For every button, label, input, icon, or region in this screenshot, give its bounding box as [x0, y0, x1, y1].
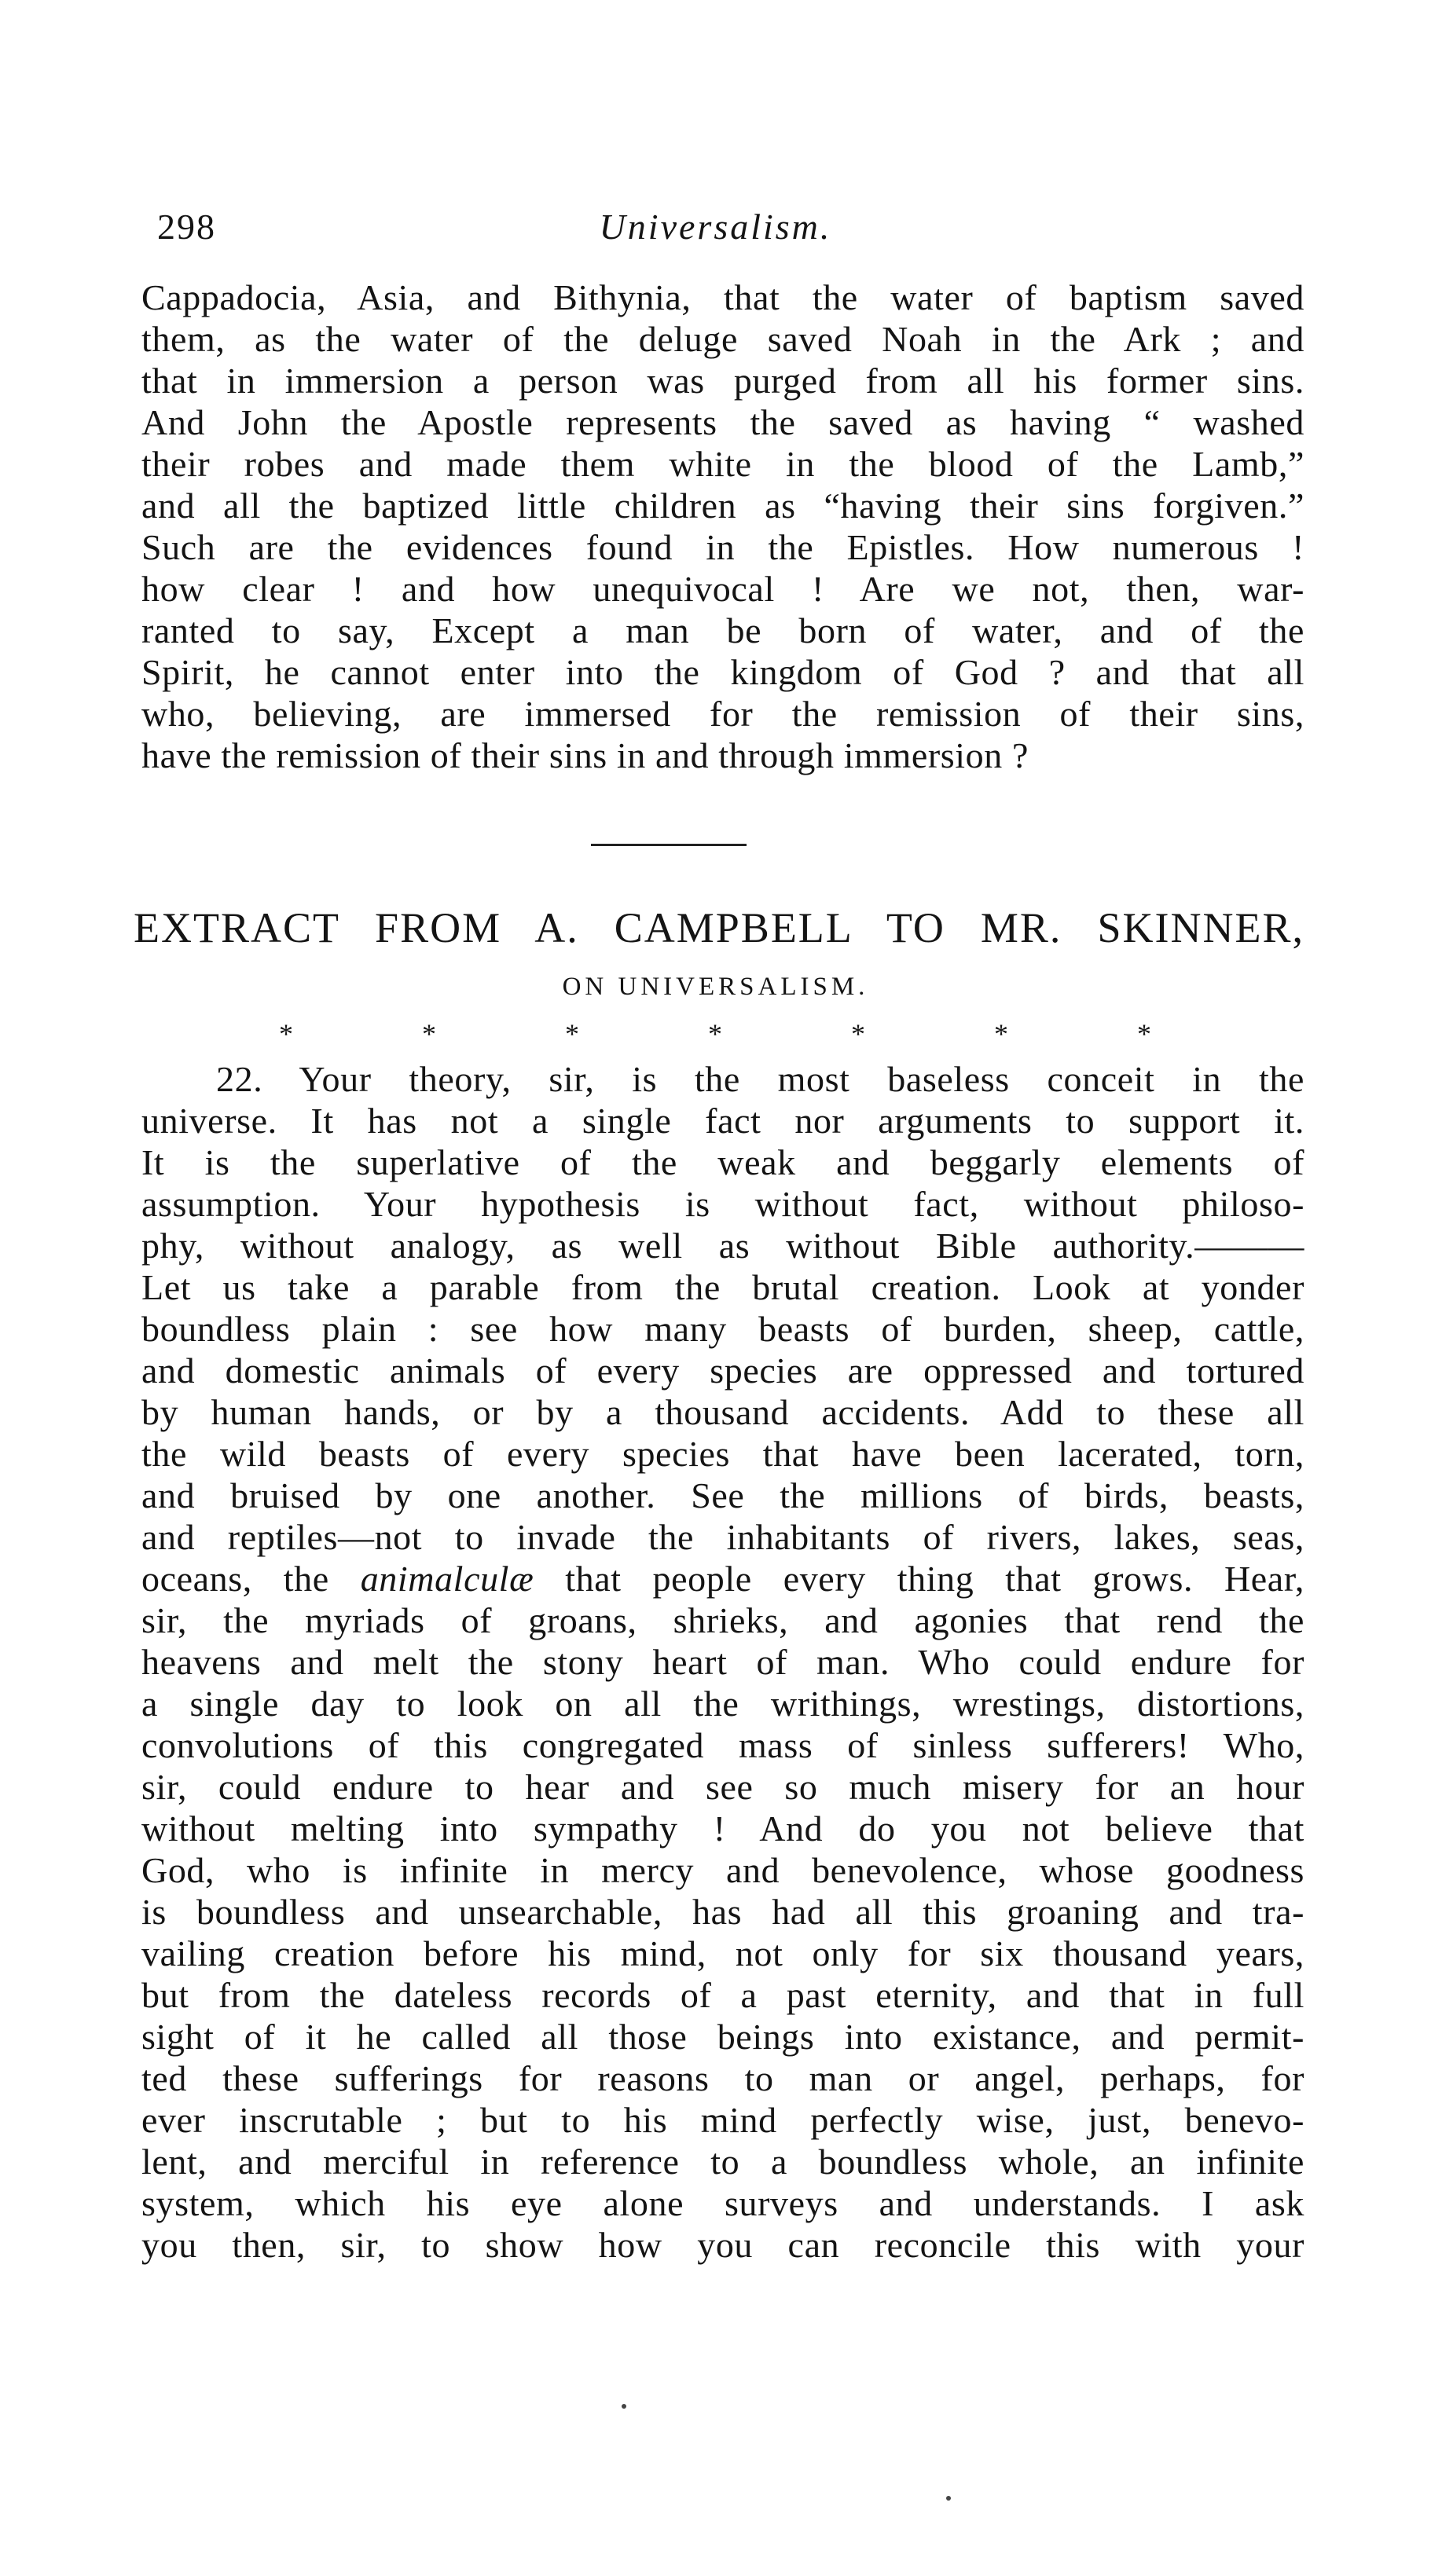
text-line: ranted to say, Except a man be born of water, and of the	[141, 610, 1304, 650]
text-line: vailing creation before his mind, not only for six thousand years,	[141, 1933, 1304, 1973]
asterisk-glyph: *	[1137, 1018, 1151, 1050]
text-line: And John the Apostle represents the saved as having “ washed	[141, 402, 1304, 442]
page-number: 298	[157, 207, 216, 247]
speck-dot	[946, 2496, 951, 2501]
text-line: is boundless and unsearchable, has had all this groaning and tra-	[141, 1892, 1304, 1932]
text-line: God, who is infinite in mercy and benevolence, whose goodness	[141, 1850, 1304, 1890]
text-line: Spirit, he cannot enter into the kingdom of God ? and that all	[141, 652, 1304, 692]
text-line: that in immersion a person was purged from all his former sins.	[141, 361, 1304, 401]
text-line: convolutions of this congregated mass of sinless sufferers! Who,	[141, 1725, 1304, 1765]
text-line: universe. It has not a single fact nor arguments to support it.	[141, 1101, 1304, 1141]
text-line: but from the dateless records of a past eternity, and that in full	[141, 1975, 1304, 2015]
text-line: It is the superlative of the weak and beggarly elements of	[141, 1142, 1304, 1182]
text-line: and bruised by one another. See the millions of birds, beasts,	[141, 1475, 1304, 1515]
text-run: that people every thing that grows. Hear,	[534, 1559, 1304, 1599]
text-line: ted these sufferings for reasons to man or angel, perhaps, for	[141, 2058, 1304, 2098]
text-line: and domestic animals of every species are oppressed and tortured	[141, 1350, 1304, 1391]
text-line: assumption. Your hypothesis is without fact, without philoso-	[141, 1184, 1304, 1224]
text-line: how clear ! and how unequivocal ! Are we not, then, war-	[141, 569, 1304, 609]
text-line: who, believing, are immersed for the remission of their sins,	[141, 694, 1304, 734]
text-line: their robes and made them white in the blood of the Lamb,”	[141, 444, 1304, 484]
text-line: ever inscrutable ; but to his mind perfectly wise, just, benevo-	[141, 2100, 1304, 2140]
text-line: boundless plain : see how many beasts of burden, sheep, cattle,	[141, 1309, 1304, 1349]
text-line: the wild beasts of every species that have been lacerated, torn,	[141, 1434, 1304, 1474]
text-line: Let us take a parable from the brutal creation. Look at yonder	[141, 1267, 1304, 1307]
text-line: without melting into sympathy ! And do you not believe that	[141, 1808, 1304, 1849]
text-line: a single day to look on all the writhings, wrestings, distortions,	[141, 1684, 1304, 1724]
speck-dot	[622, 2404, 626, 2409]
text-line: and all the baptized little children as “having their sins forgiven.”	[141, 486, 1304, 526]
text-line: system, which his eye alone surveys and understands. I ask	[141, 2183, 1304, 2223]
section-heading: EXTRACT FROM A. CAMPBELL TO MR. SKINNER,	[134, 904, 1304, 951]
italic-term: animalculæ	[360, 1559, 534, 1599]
text-line: by human hands, or by a thousand accidents. Add to these all	[141, 1392, 1304, 1432]
text-line: sight of it he called all those beings into existance, and permit-	[141, 2017, 1304, 2057]
text-line: phy, without analogy, as well as without Bible authority.———	[141, 1226, 1304, 1266]
text-line: sir, could endure to hear and see so much misery for an hour	[141, 1767, 1304, 1807]
text-line: have the remission of their sins in and through immersion ?	[141, 735, 1029, 775]
text-line: Cappadocia, Asia, and Bithynia, that the water of baptism saved	[141, 277, 1304, 317]
text-line: them, as the water of the deluge saved Noah in the Ark ; and	[141, 319, 1304, 359]
text-line: Such are the evidences found in the Epistles. How numerous !	[141, 527, 1304, 567]
text-line: lent, and merciful in reference to a boundless whole, an infinite	[141, 2142, 1304, 2182]
asterisk-glyph: *	[708, 1018, 722, 1050]
text-run: oceans, the	[141, 1559, 361, 1599]
text-line: heavens and melt the stony heart of man. Who could endure for	[141, 1642, 1304, 1682]
text-line: and reptiles—not to invade the inhabitants of rivers, lakes, seas,	[141, 1517, 1304, 1557]
paragraph-first-line: 22. Your theory, sir, is the most baseless conceit in the	[216, 1059, 1304, 1099]
section-subheading: ON UNIVERSALISM.	[562, 973, 869, 1001]
asterisk-glyph: *	[279, 1018, 293, 1050]
text-line: you then, sir, to show how you can reconcile this with your	[141, 2225, 1304, 2265]
asterisk-glyph: *	[994, 1018, 1008, 1050]
asterisk-glyph: *	[422, 1018, 436, 1050]
running-title: Universalism.	[599, 207, 832, 247]
asterisk-glyph: *	[565, 1018, 579, 1050]
text-line: sir, the myriads of groans, shrieks, and agonies that rend the	[141, 1600, 1304, 1640]
asterisk-glyph: *	[851, 1018, 865, 1050]
